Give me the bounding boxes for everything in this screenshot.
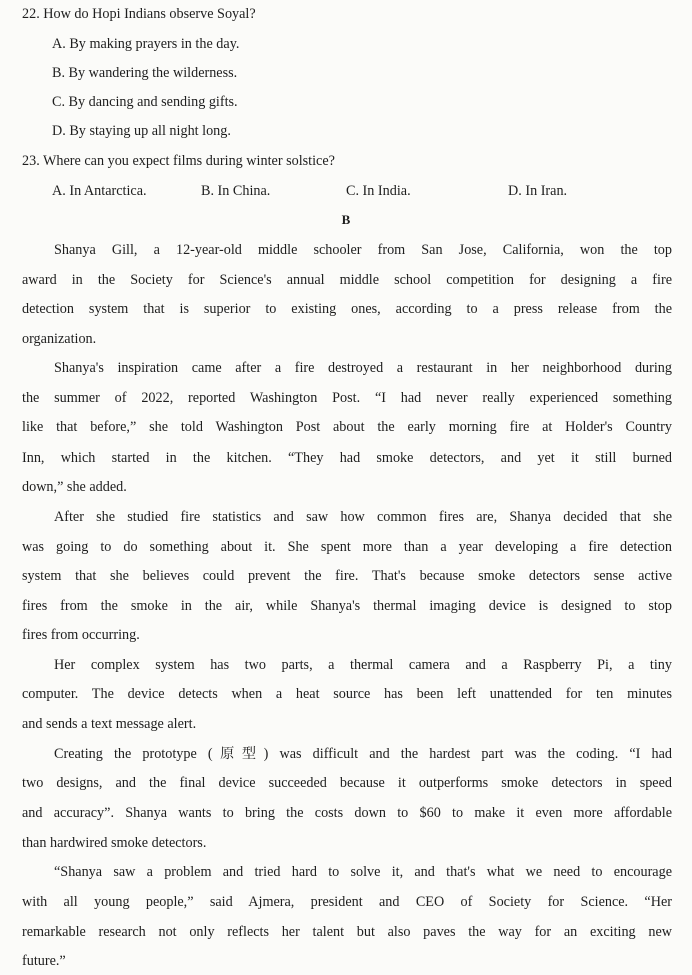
- passage-line: and accuracy”. Shanya wants to bring the costs down to $60 to make it even more affordable: [22, 805, 672, 821]
- passage-line: Her complex system has two parts, a thermal camera and a Raspberry Pi, a tiny: [54, 657, 672, 673]
- passage-line: award in the Society for Science's annual middle school competition for designing a fire: [22, 272, 672, 288]
- passage-line: two designs, and the final device succeeded because it outperforms smoke detectors in speed: [22, 775, 672, 791]
- passage-line: fires from the smoke in the air, while Shanya's thermal imaging device is designed to stop: [22, 598, 672, 614]
- question-22-option-b: B. By wandering the wilderness.: [52, 65, 238, 81]
- passage-line: organization.: [22, 331, 97, 347]
- question-23-option-c: C. In India.: [346, 183, 411, 199]
- passage-line: than hardwired smoke detectors.: [22, 835, 207, 851]
- passage-line: fires from occurring.: [22, 627, 140, 643]
- passage-line: “Shanya saw a problem and tried hard to solve it, and that's what we need to encourage: [54, 864, 672, 880]
- section-label: B: [341, 212, 351, 227]
- question-23-option-a: A. In Antarctica.: [52, 183, 147, 199]
- question-23-stem: 23. Where can you expect films during winter solstice?: [22, 153, 335, 169]
- question-22-option-a: A. By making prayers in the day.: [52, 36, 240, 52]
- passage-line: After she studied fire statistics and saw how common fires are, Shanya decided that she: [54, 509, 672, 525]
- passage-line: and sends a text message alert.: [22, 716, 197, 732]
- question-23-option-b: B. In China.: [201, 183, 271, 199]
- passage-line: Shanya's inspiration came after a fire destroyed a restaurant in her neighborhood during: [54, 360, 672, 376]
- passage-line: computer. The device detects when a heat source has been left unattended for ten minutes: [22, 686, 672, 702]
- passage-line: with all young people,” said Ajmera, president and CEO of Society for Science. “Her: [22, 894, 672, 910]
- passage-line: remarkable research not only reflects her talent but also paves the way for an exciting new: [22, 924, 672, 940]
- passage-line: Inn, which started in the kitchen. “They had smoke detectors, and yet it still burned: [22, 450, 672, 466]
- passage-line: detection system that is superior to existing ones, according to a press release from the: [22, 301, 672, 317]
- passage-line: was going to do something about it. She spent more than a year developing a fire detection: [22, 539, 672, 555]
- passage-line: down,” she added.: [22, 479, 127, 495]
- passage-line: like that before,” she told Washington Post about the early morning fire at Holder's Country: [22, 419, 672, 435]
- question-23-option-d: D. In Iran.: [508, 183, 568, 199]
- question-22-option-c: C. By dancing and sending gifts.: [52, 94, 238, 110]
- question-22-stem: 22. How do Hopi Indians observe Soyal?: [22, 6, 256, 22]
- passage-line: Shanya Gill, a 12-year-old middle schooler from San Jose, California, won the top: [54, 242, 672, 258]
- passage-line: system that she believes could prevent the fire. That's because smoke detectors sense active: [22, 568, 672, 584]
- passage-line: the summer of 2022, reported Washington Post. “I had never really experienced something: [22, 390, 672, 406]
- question-22-option-d: D. By staying up all night long.: [52, 123, 231, 139]
- passage-line: future.”: [22, 953, 66, 969]
- passage-line: Creating the prototype (原型) was difficult and the hardest part was the coding. “I had: [54, 746, 672, 762]
